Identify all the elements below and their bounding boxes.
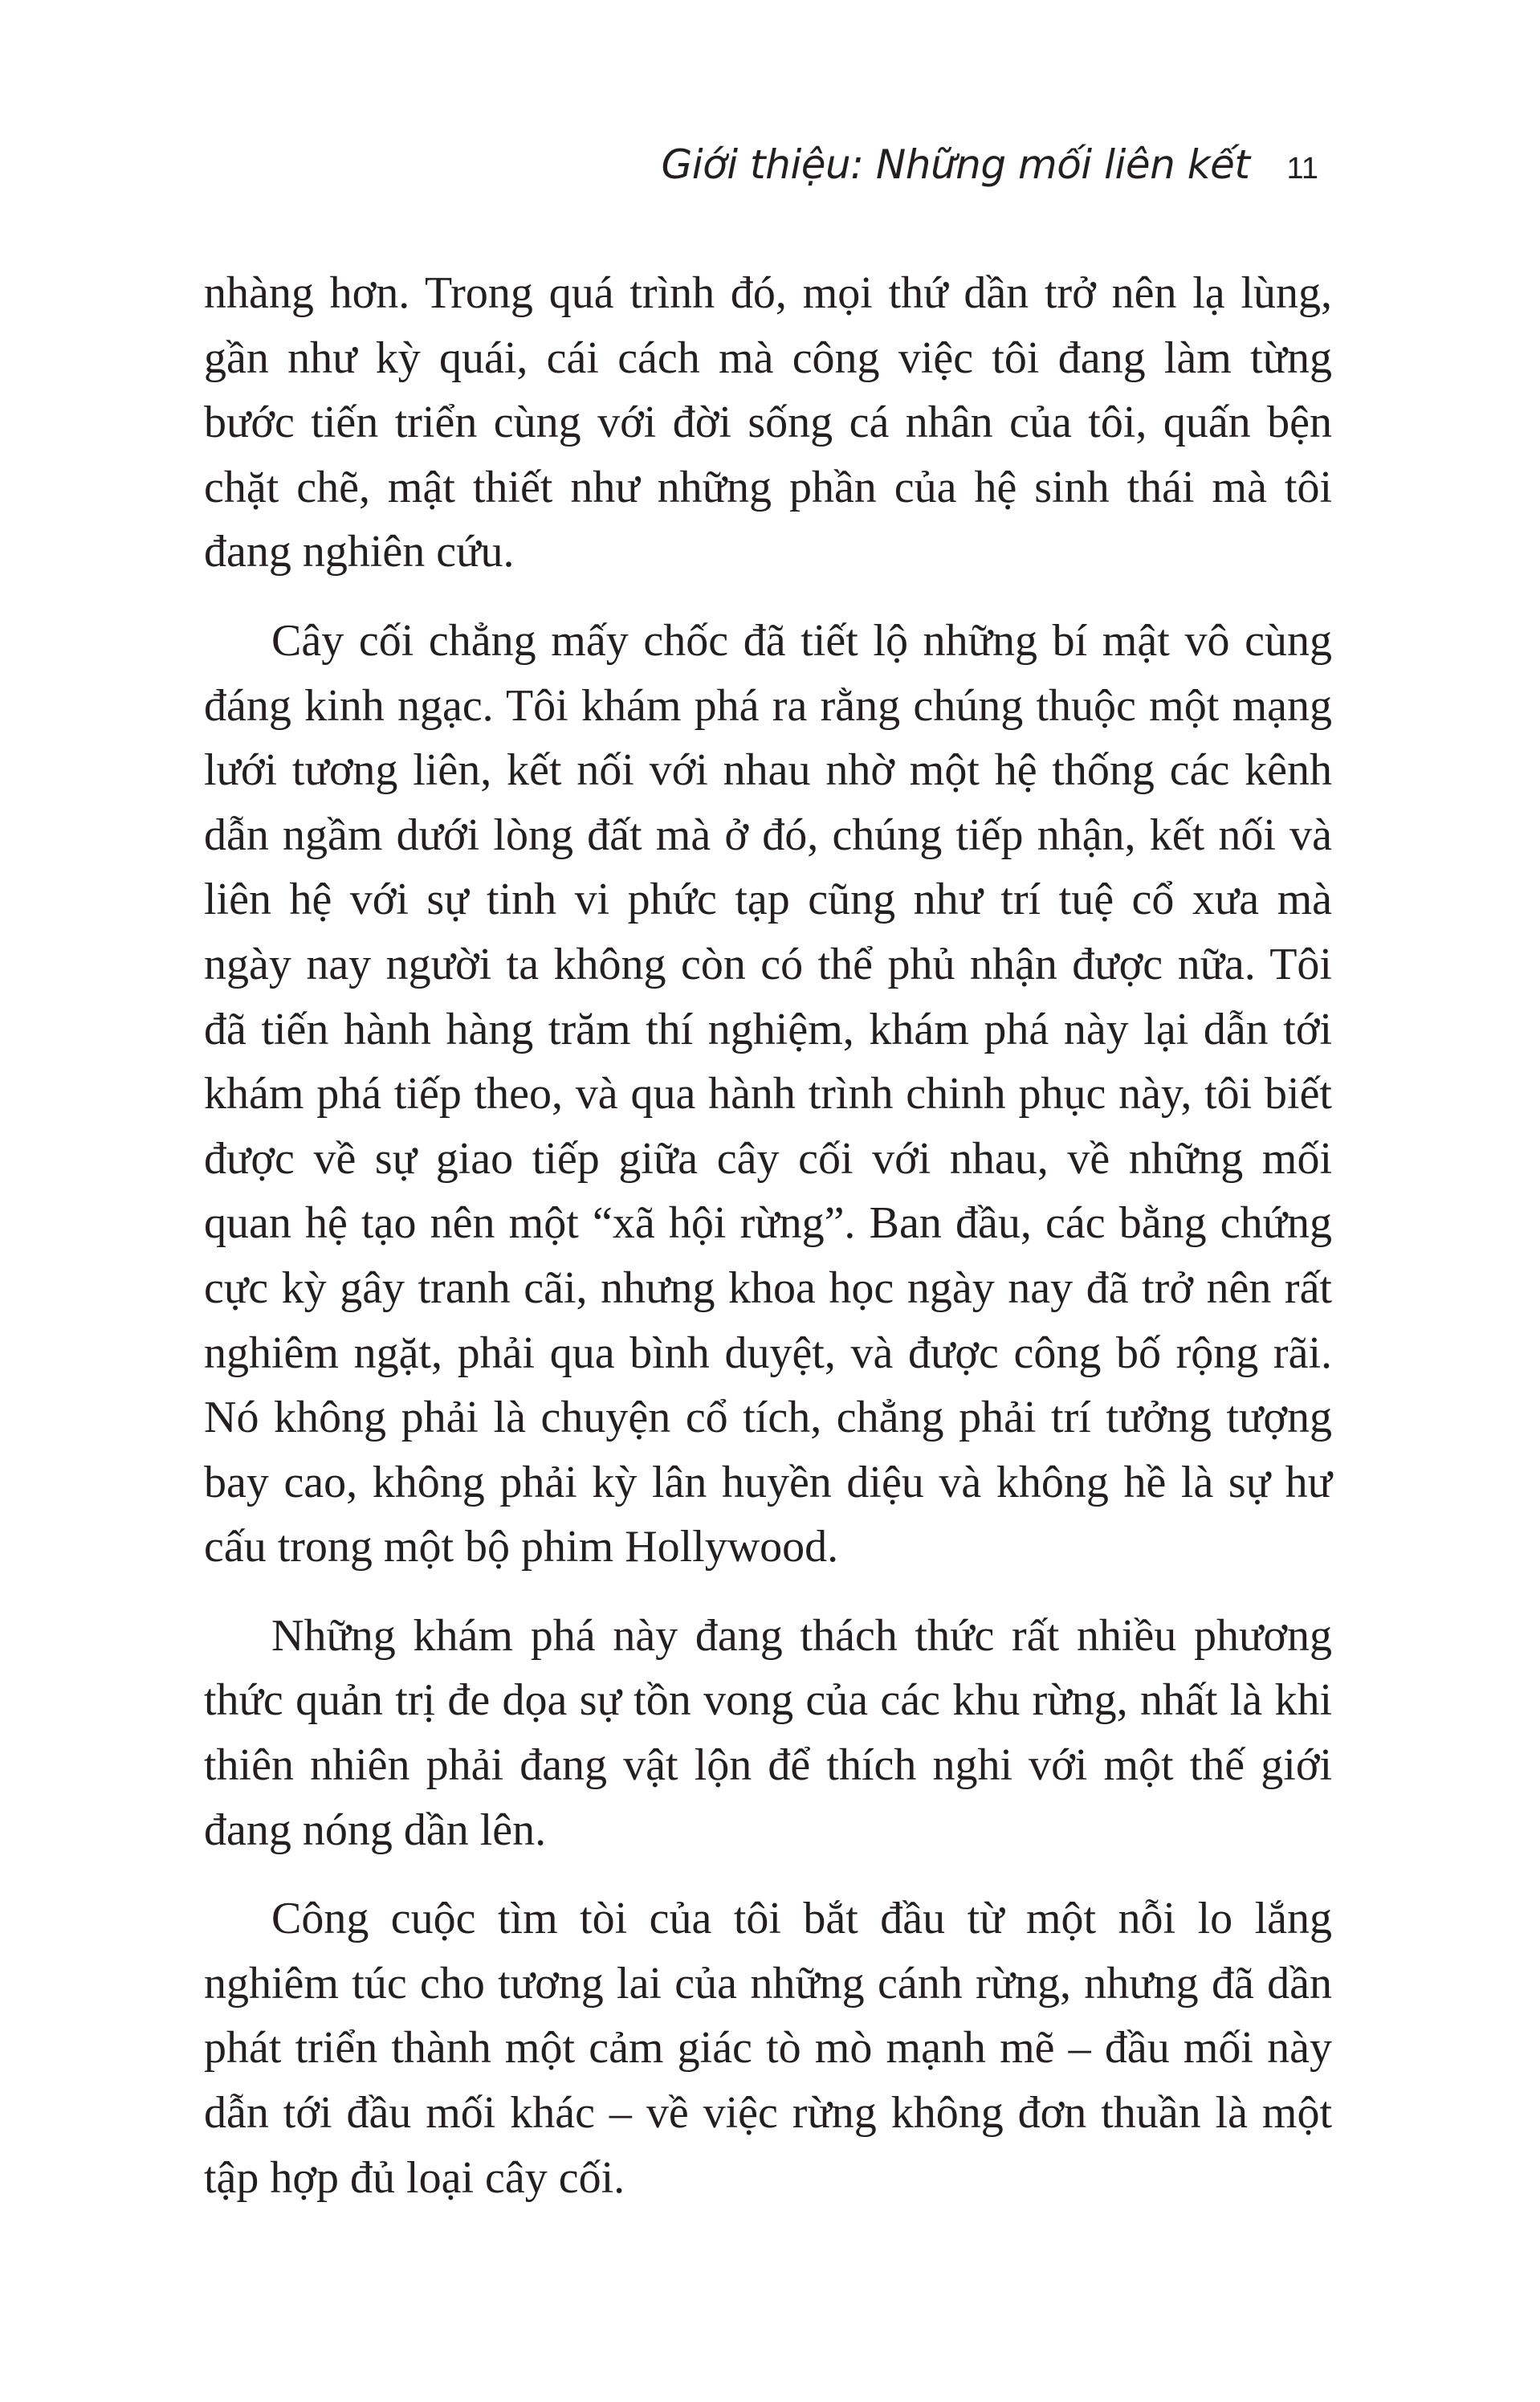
page-number: 11	[1286, 152, 1318, 186]
paragraph: Cây cối chẳng mấy chốc đã tiết lộ những bí mật vô cùng đáng kinh ngạc. Tôi khám phá ra rằng chúng thuộc một mạng lưới tương liên, kết nối với nhau nhờ một hệ thống các kênh dẫn ngầm dưới lòng đất mà ở đó, chúng tiếp nhận, kết nối và liên hệ với sự tinh vi phức tạp cũng như trí tuệ cổ xưa mà ngày nay người ta không còn có thể phủ nhận được nữa. Tôi đã tiến hành hàng trăm thí nghiệm, khám phá này lại dẫn tới khám phá tiếp theo, và qua hành trình chinh phục này, tôi biết được về sự giao tiếp giữa cây cối với nhau, về những mối quan hệ tạo nên một “xã hội rừng”. Ban đầu, các bằng chứng cực kỳ gây tranh cãi, nhưng khoa học ngày nay đã trở nên rất nghiêm ngặt, phải qua bình duyệt, và được công bố rộng rãi. Nó không phải là chuyện cổ tích, chẳng phải trí tưởng tượng bay cao, không phải kỳ lân huyền diệu và không hề là sự hư cấu trong một bộ phim Hollywood.	[204, 615, 1332, 1572]
paragraph: Công cuộc tìm tòi của tôi bắt đầu từ một nỗi lo lắng nghiêm túc cho tương lai của những cánh rừng, nhưng đã dần phát triển thành một cảm giác tò mò mạnh mẽ – đầu mối này dẫn tới đầu mối khác – về việc rừng không đơn thuần là một tập hợp đủ loại cây cối.	[204, 1894, 1332, 2203]
body-text	[204, 261, 1332, 2234]
running-header	[662, 141, 1318, 188]
chapter-title: Giới thiệu: Những mối liên kết	[661, 141, 1250, 188]
paragraph-continuation: nhàng hơn. Trong quá trình đó, mọi thứ dần trở nên lạ lùng, gần như kỳ quái, cái cách mà công việc tôi đang làm từng bước tiến triển cùng với đời sống cá nhân của tôi, quấn bện chặt chẽ, mật thiết như những phần của hệ sinh thái mà tôi đang nghiên cứu.	[204, 268, 1332, 577]
paragraph: Những khám phá này đang thách thức rất nhiều phương thức quản trị đe dọa sự tồn vong của các khu rừng, nhất là khi thiên nhiên phải đang vật lộn để thích nghi với một thế giới đang nóng dần lên.	[204, 1610, 1332, 1855]
